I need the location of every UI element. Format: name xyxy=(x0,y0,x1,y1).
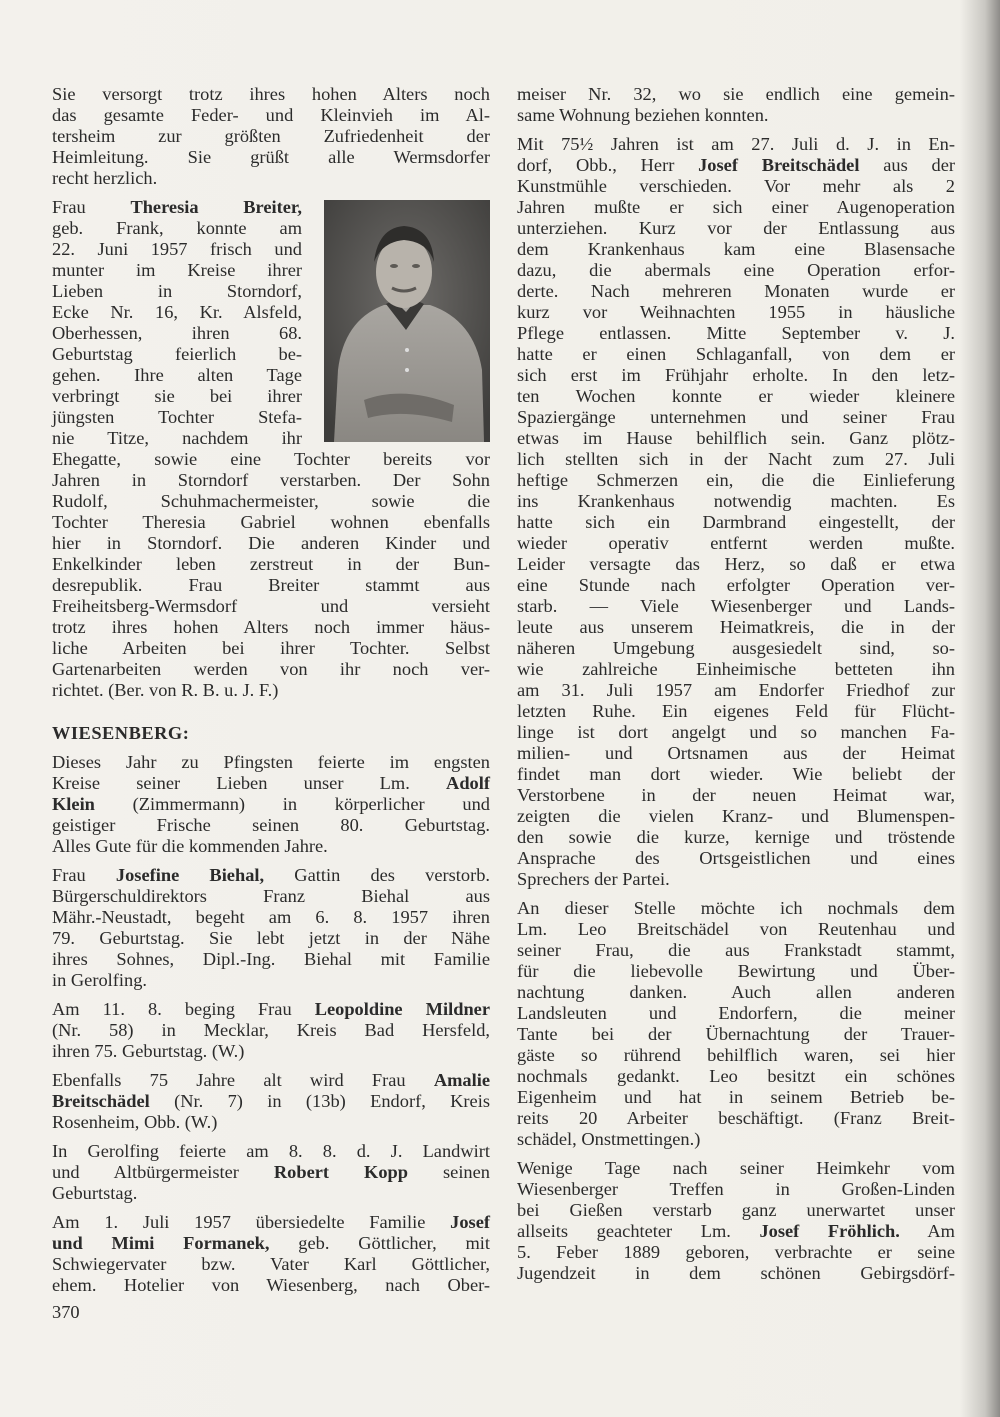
text-line: Pflege entlassen. Mitte September v. J. xyxy=(517,323,955,343)
text-beside-photo xyxy=(52,197,302,449)
text-line: dazu, die abermals eine Operation erfor- xyxy=(517,260,955,280)
right-column xyxy=(517,84,955,1292)
text-line: am 31. Juli 1957 am Endorfer Friedhof zur xyxy=(517,680,955,700)
text-line: Am 11. 8. beging Frau Leopoldine Mildner xyxy=(52,999,490,1019)
paragraph xyxy=(52,999,490,1062)
text-line: das gesamte Feder- und Kleinvieh im Al- xyxy=(52,105,490,125)
text-line: Sprechers der Partei. xyxy=(517,869,670,889)
left-column xyxy=(52,84,490,1304)
text-line: sich erst im Frühjahr erholte. In den letz- xyxy=(517,365,955,385)
text-line: nachtung danken. Auch allen anderen xyxy=(517,982,955,1002)
bold-name: Amalie xyxy=(433,1070,490,1090)
text-line: Jugendzeit in dem schönen Gebirgsdörf- xyxy=(517,1263,955,1283)
text-line: eine Stunde nach erfolgter Operation ver- xyxy=(517,575,955,595)
text-line: Bürgerschuldirektors Franz Biehal aus xyxy=(52,886,490,906)
paragraph xyxy=(517,84,955,126)
text-line: den sowie die kurze, kernige und tröstende xyxy=(517,827,955,847)
bold-name: Leopoldine Mildner xyxy=(314,999,490,1019)
text-line: wieder operativ entfernt werden mußte. xyxy=(517,533,955,553)
text-line: Geburtstag. xyxy=(52,1183,138,1203)
text-line: Frau Theresia Breiter, xyxy=(52,197,302,217)
text-line: Wiesenberger Treffen in Großen-Linden xyxy=(517,1179,955,1199)
paragraph xyxy=(52,84,490,189)
bold-name: Robert Kopp xyxy=(273,1162,408,1182)
paragraph xyxy=(52,752,490,857)
paragraph xyxy=(52,865,490,991)
text-line: und Mimi Formanek, geb. Göttlicher, mit xyxy=(52,1233,490,1253)
text-line: unterziehen. Kurz vor der Entlassung aus xyxy=(517,218,955,238)
paragraph xyxy=(52,1070,490,1133)
text-line: ihres Sohnes, Dipl.-Ing. Biehal mit Familie xyxy=(52,949,490,969)
text-line: wie zahlreiche Einheimische betteten ihn xyxy=(517,659,955,679)
bold-name: Theresia Breiter, xyxy=(130,197,302,217)
text-line: 5. Feber 1889 geboren, verbrachte er seine xyxy=(517,1242,955,1262)
text-line: hatte sich ein Darmbrand eingestellt, der xyxy=(517,512,955,532)
bold-name: Josef xyxy=(450,1212,490,1232)
text-line: und Altbürgermeister Robert Kopp seinen xyxy=(52,1162,490,1182)
text-line: Gartenarbeiten werden von ihr noch ver- xyxy=(52,659,490,679)
text-line: näheren Umgebung ausgesiedelt sind, so- xyxy=(517,638,955,658)
text-line: munter im Kreise ihrer xyxy=(52,260,302,280)
text-line: schädel, Onstmettingen.) xyxy=(517,1129,701,1149)
bold-name: Breitschädel xyxy=(52,1091,150,1111)
text-line: Dieses Jahr zu Pfingsten feierte im engsten xyxy=(52,752,490,772)
text-line: Ecke Nr. 16, Kr. Alsfeld, xyxy=(52,302,302,322)
text-line: für die liebevolle Bewirtung und Über- xyxy=(517,961,955,981)
bold-name: Josefine Biehal, xyxy=(115,865,265,885)
text-line: meiser Nr. 32, wo sie endlich eine gemein- xyxy=(517,84,955,104)
text-line: leute aus unserem Heimatkreis, die in der xyxy=(517,617,955,637)
text-line: Klein (Zimmermann) in körperlicher und xyxy=(52,794,490,814)
text-line: Schwiegervater bzw. Vater Karl Göttlicher, xyxy=(52,1254,490,1274)
text-line: reits 20 Arbeiter beschäftigt. (Franz Breit- xyxy=(517,1108,955,1128)
text-line: Ebenfalls 75 Jahre alt wird Frau Amalie xyxy=(52,1070,490,1090)
paragraph xyxy=(52,1141,490,1204)
text-line: richtet. (Ber. von R. B. u. J. F.) xyxy=(52,680,279,700)
text-line: findet man dort wieder. Wie beliebt der xyxy=(517,764,955,784)
text-line: Lm. Leo Breitschädel von Reutenhau und xyxy=(517,919,955,939)
paragraph xyxy=(517,1158,955,1284)
text-line: milien- und Ortsnamen aus der Heimat xyxy=(517,743,955,763)
text-line: Tochter Theresia Gabriel wohnen ebenfalls xyxy=(52,512,490,532)
text-line: Sie versorgt trotz ihres hohen Alters noch xyxy=(52,84,490,104)
text-line: allseits geachteter Lm. Josef Fröhlich. Am xyxy=(517,1221,955,1241)
text-line: linge ist dort angelgt und so manchen Fa- xyxy=(517,722,955,742)
text-line: recht herzlich. xyxy=(52,168,158,188)
text-line: Eigenheim und hat in seinem Betrieb be- xyxy=(517,1087,955,1107)
text-line: same Wohnung beziehen konnten. xyxy=(517,105,769,125)
portrait-image xyxy=(324,200,490,442)
text-line: Mit 75½ Jahren ist am 27. Juli d. J. in En- xyxy=(517,134,955,154)
text-line: etwas im Hause behilflich sein. Ganz plötz- xyxy=(517,428,955,448)
text-below-photo xyxy=(52,449,490,701)
text-line: Kunstmühle verschieden. Vor mehr als 2 xyxy=(517,176,955,196)
text-line: dem Krankenhaus kam eine Blasensache xyxy=(517,239,955,259)
text-line: ihren 75. Geburtstag. (W.) xyxy=(52,1041,245,1061)
text-line: lich stellten sich in der Nacht zum 27. Juli xyxy=(517,449,955,469)
text-line: Leider versagte das Herz, so daß er etwa xyxy=(517,554,955,574)
section-heading: WIESENBERG: xyxy=(52,723,190,743)
text-line: Geburtstag feierlich be- xyxy=(52,344,302,364)
text-line: Jahren in Storndorf verstarben. Der Sohn xyxy=(52,470,490,490)
text-line: Frau Josefine Biehal, Gattin des verstorb. xyxy=(52,865,491,885)
text-line: Landsleuten und Endorfern, die meiner xyxy=(517,1003,955,1023)
text-line: trotz ihres hohen Alters noch immer häus- xyxy=(52,617,490,637)
text-line: Oberhessen, ihren 68. xyxy=(52,323,302,343)
text-line: gäste so rührend behilflich waren, sei hier xyxy=(517,1045,955,1065)
bold-name: und Mimi Formanek, xyxy=(52,1233,270,1253)
text-line: Rosenheim, Obb. (W.) xyxy=(52,1112,218,1132)
text-line: geistiger Frische seinen 80. Geburtstag. xyxy=(52,815,490,835)
text-line: Verstorbene in der neuen Heimat war, xyxy=(517,785,955,805)
bold-name: Josef Fröhlich. xyxy=(759,1221,900,1241)
text-line: Freiheitsberg-Wermsdorf und versieht xyxy=(52,596,490,616)
text-line: nie Titze, nachdem ihr xyxy=(52,428,302,448)
paragraph xyxy=(517,898,955,1150)
portrait-photo xyxy=(324,200,490,442)
text-line: kurz vor Weihnachten 1955 in häusliche xyxy=(517,302,955,322)
text-line: Mähr.-Neustadt, begeht am 6. 8. 1957 ihren xyxy=(52,907,490,927)
text-line: An dieser Stelle möchte ich nochmals dem xyxy=(517,898,955,918)
text-line: Breitschädel (Nr. 7) in (13b) Endorf, Kreis xyxy=(52,1091,490,1111)
text-line: liche Arbeiten bei ihrer Tochter. Selbst xyxy=(52,638,490,658)
text-line: nochmals gedankt. Leo besitzt ein schönes xyxy=(517,1066,955,1086)
text-line: hatte er einen Schlaganfall, von dem er xyxy=(517,344,955,364)
text-line: heftige Schmerzen ein, die die Einlieferung xyxy=(517,470,955,490)
text-line: starb. — Viele Wiesenberger und Lands- xyxy=(517,596,955,616)
text-line: letzten Ruhe. Ein eigenes Feld für Flücht- xyxy=(517,701,955,721)
text-line: verbringt sie bei ihrer xyxy=(52,386,302,406)
text-line: gehen. Ihre alten Tage xyxy=(52,365,302,385)
text-line: Ansprache des Ortsgeistlichen und eines xyxy=(517,848,955,868)
text-line: Enkelkinder leben zerstreut in der Bun- xyxy=(52,554,490,574)
text-line: In Gerolfing feierte am 8. 8. d. J. Landwirt xyxy=(52,1141,490,1161)
text-line: Jahren mußte er sich einer Augenoperation xyxy=(517,197,955,217)
text-line: Lieben in Storndorf, xyxy=(52,281,302,301)
text-line: derte. Nach mehreren Monaten wurde er xyxy=(517,281,955,301)
text-line: Alles Gute für die kommenden Jahre. xyxy=(52,836,328,856)
paragraph xyxy=(517,134,955,890)
text-line: Tante bei der Übernachtung der Trauer- xyxy=(517,1024,955,1044)
paragraph xyxy=(52,1212,490,1296)
text-line: jüngsten Tochter Stefa- xyxy=(52,407,302,427)
text-line: ins Krankenhaus notwendig machten. Es xyxy=(517,491,955,511)
text-line: Am 1. Juli 1957 übersiedelte Familie Josef xyxy=(52,1212,490,1232)
text-line: geb. Frank, konnte am xyxy=(52,218,302,238)
text-line: ehem. Hotelier von Wiesenberg, nach Ober- xyxy=(52,1275,490,1295)
bold-name: Josef Breitschädel xyxy=(698,155,860,175)
text-line: Rudolf, Schuhmachermeister, sowie die xyxy=(52,491,490,511)
text-line: desrepublik. Frau Breiter stammt aus xyxy=(52,575,490,595)
text-line: Ehegatte, sowie eine Tochter bereits vor xyxy=(52,449,490,469)
text-line: ten Wochen konnte er wieder kleinere xyxy=(517,386,955,406)
text-line: dorf, Obb., Herr Josef Breitschädel aus der xyxy=(517,155,955,175)
text-line: (Nr. 58) in Mecklar, Kreis Bad Hersfeld, xyxy=(52,1020,490,1040)
text-line: Kreise seiner Lieben unser Lm. Adolf xyxy=(52,773,490,793)
text-line: zeigten die vielen Kranz- und Blumenspen- xyxy=(517,806,955,826)
bold-name: Adolf xyxy=(446,773,490,793)
paragraph-theresia-breiter xyxy=(52,197,490,701)
text-line: Spaziergänge unternehmen und seiner Frau xyxy=(517,407,955,427)
text-line: hier in Storndorf. Die anderen Kinder und xyxy=(52,533,490,553)
text-line: bei Gießen verstarb ganz unerwartet unser xyxy=(517,1200,955,1220)
text-line: Heimleitung. Sie grüßt alle Wermsdorfer xyxy=(52,147,490,167)
text-line: tersheim zur größten Zufriedenheit der xyxy=(52,126,490,146)
text-line: 79. Geburtstag. Sie lebt jetzt in der Nähe xyxy=(52,928,490,948)
text-line: 22. Juni 1957 frisch und xyxy=(52,239,302,259)
text-line: seiner Frau, die aus Frankstadt stammt, xyxy=(517,940,955,960)
text-line: in Gerolfing. xyxy=(52,970,147,990)
page-number: 370 xyxy=(52,1302,80,1322)
bold-name: Klein xyxy=(52,794,95,814)
text-line: Wenige Tage nach seiner Heimkehr vom xyxy=(517,1158,955,1178)
